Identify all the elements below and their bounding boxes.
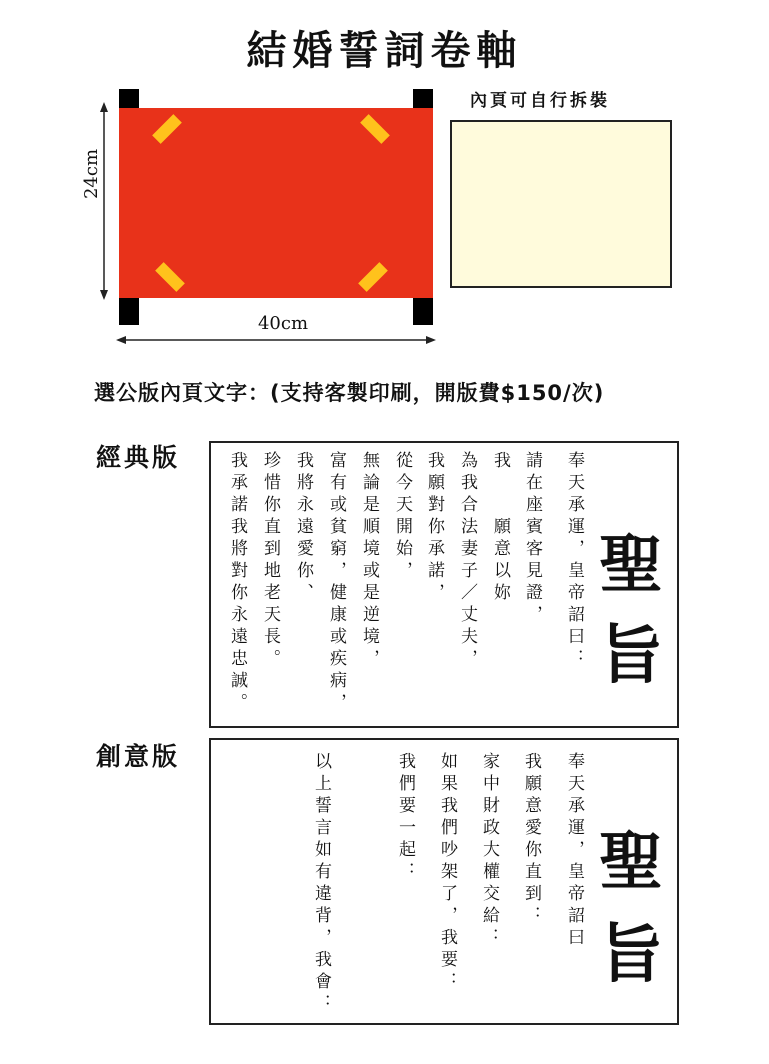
edict-line: 請在座賓客見證，	[522, 451, 542, 627]
edict-line: 我承諾我將對你永遠忠誠。	[227, 451, 247, 715]
creative-edict-box	[209, 738, 679, 1025]
insert-page	[450, 120, 672, 288]
edict-line: 我願意愛你直到：	[521, 752, 541, 928]
section-heading: 選公版內頁文字：(支持客製印刷，開版費$150/次)	[94, 381, 605, 405]
edict-line: 我們要一起：	[395, 752, 415, 884]
edict-line: 奉天承運，皇帝詔曰	[564, 752, 584, 950]
edict-line: 奉天承運，皇帝詔曰：	[564, 451, 584, 671]
edict-big-character: 聖	[599, 825, 663, 900]
creative-version-label: 創意版	[96, 742, 181, 771]
edict-line: 我將永遠愛你、	[293, 451, 313, 605]
edict-line: 家中財政大權交給：	[479, 752, 499, 950]
width-dimension-label: 40cm	[257, 313, 309, 334]
edict-line: 我願對你承諾，	[424, 451, 444, 605]
classic-edict-box	[209, 441, 679, 728]
insert-label: 內頁可自行拆裝	[470, 91, 610, 111]
edict-line: 我 願意以妳	[490, 451, 510, 605]
edict-line: 如果我們吵架了，我要：	[437, 752, 457, 994]
edict-line: 無論是順境或是逆境，	[359, 451, 379, 671]
page-title: 結婚誓詞卷軸	[246, 27, 523, 74]
edict-line: 富有或貧窮，健康或疾病，	[326, 451, 346, 715]
edict-big-character: 聖	[599, 528, 663, 603]
edict-line: 從今天開始，	[392, 451, 412, 583]
height-dimension-label: 24cm	[81, 148, 102, 200]
classic-version-label: 經典版	[96, 443, 181, 472]
edict-line: 珍惜你直到地老天長。	[260, 451, 280, 671]
edict-big-character: 旨	[599, 917, 663, 992]
edict-line: 為我合法妻子／丈夫，	[457, 451, 477, 671]
edict-line: 以上誓言如有違背，我會：	[311, 752, 331, 1016]
edict-big-character: 旨	[599, 618, 663, 693]
